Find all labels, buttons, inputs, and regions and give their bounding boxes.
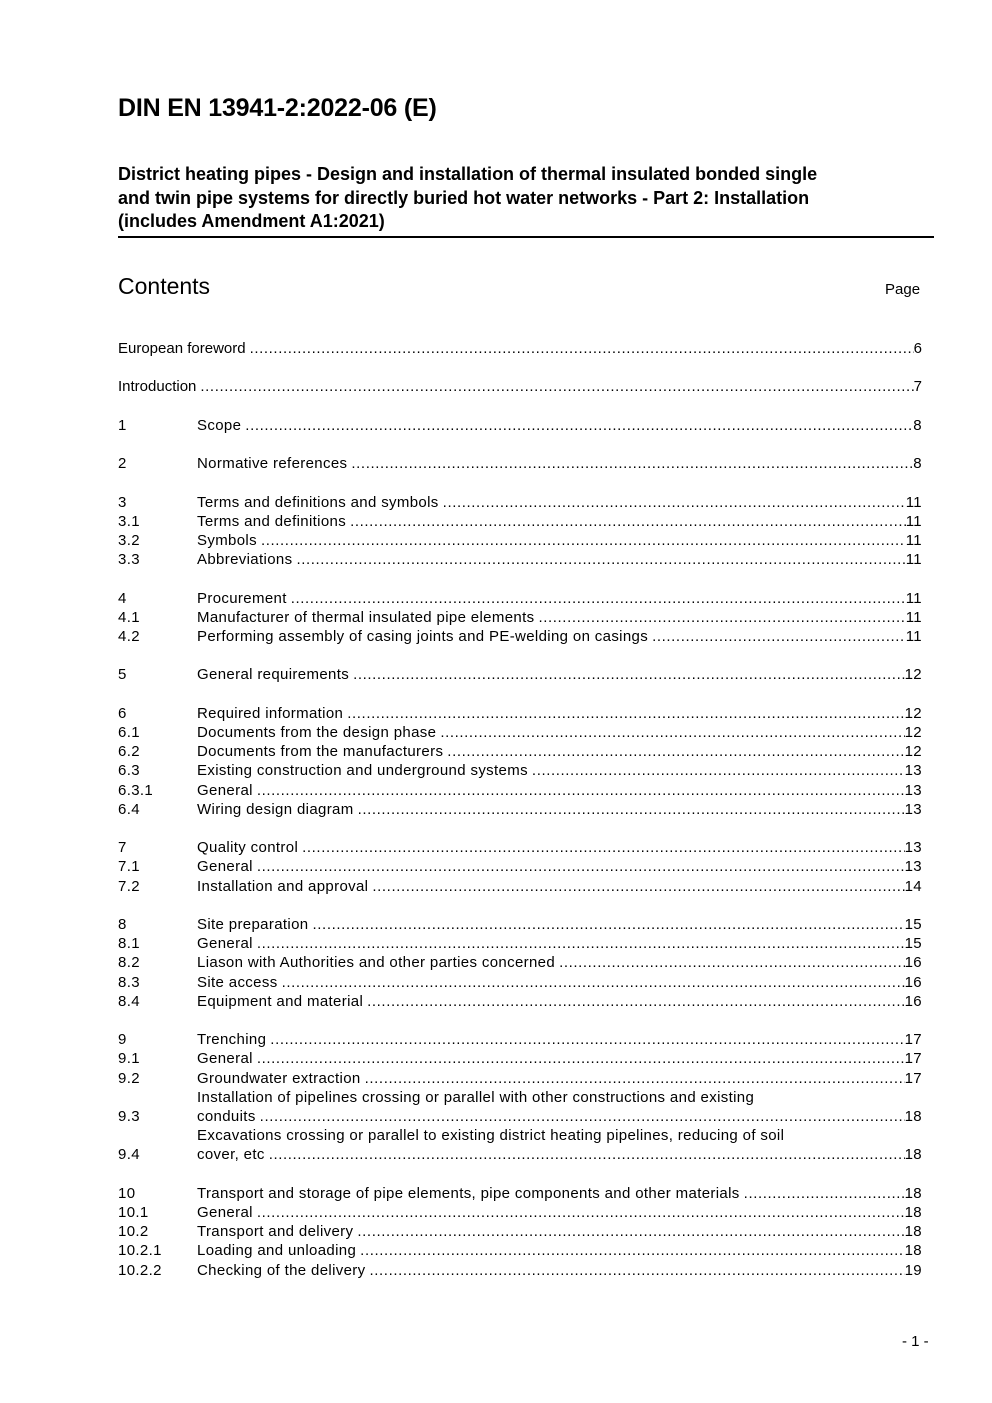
toc-entry-number: 7: [118, 839, 127, 857]
toc-dot-leader: [559, 953, 905, 972]
toc-entry-page: 11: [905, 531, 922, 549]
toc-entry-label: Abbreviations: [197, 551, 293, 569]
toc-entry[interactable]: [118, 704, 922, 723]
toc-entry-label: Site preparation: [197, 915, 309, 933]
toc-entry-number: 4.1: [118, 608, 140, 626]
toc-dot-leader: [257, 1049, 905, 1068]
subtitle-line: District heating pipes - Design and installation of thermal insulated bonded single: [118, 164, 818, 184]
toc-dot-leader: [372, 877, 904, 896]
toc-entry-number: 9: [118, 1031, 127, 1049]
toc-dot-leader: [261, 531, 906, 550]
toc-entry[interactable]: [118, 915, 922, 934]
toc-entry-label: Loading and unloading: [197, 1242, 357, 1260]
toc-entry-label: Scope: [197, 416, 242, 434]
toc-entry-label: Documents from the manufacturers: [197, 743, 444, 761]
toc-entry-page: 14: [904, 877, 922, 895]
toc-entry-page: 12: [904, 743, 922, 761]
toc-entry-number: 10.2: [118, 1223, 149, 1241]
toc-entry-page: 13: [904, 762, 922, 780]
toc-entry[interactable]: [118, 454, 922, 473]
toc-entry-number: 6: [118, 704, 127, 722]
toc-entry-number: 3.1: [118, 512, 140, 530]
toc-entry[interactable]: [118, 992, 922, 1011]
toc-entry[interactable]: [118, 1241, 922, 1260]
toc-entry[interactable]: [118, 857, 922, 876]
toc-entry-page: 12: [904, 723, 922, 741]
toc-entry-label: Symbols: [197, 531, 257, 549]
toc-dot-leader: [257, 1203, 905, 1222]
toc-entry-number: 7.1: [118, 858, 140, 876]
subtitle-line: (includes Amendment A1:2021): [118, 211, 385, 231]
toc-entry-page: 18: [904, 1203, 922, 1221]
toc-entry-page: 11: [905, 493, 922, 511]
toc-entry-number: 9.1: [118, 1050, 140, 1068]
toc-entry-page: 13: [904, 839, 922, 857]
toc-entry-number: 7.2: [118, 877, 140, 895]
toc-entry[interactable]: [118, 723, 922, 742]
toc-entry-number: 10: [118, 1184, 136, 1202]
toc-entry[interactable]: [118, 1261, 922, 1280]
toc-entry-label: General: [197, 858, 253, 876]
toc-entry-number: 9.2: [118, 1069, 140, 1087]
toc-entry-page: 11: [905, 589, 922, 607]
toc-entry-page: 13: [904, 858, 922, 876]
toc-entry-page: 16: [904, 954, 922, 972]
toc-dot-leader: [291, 589, 906, 608]
toc-entry[interactable]: [118, 627, 922, 646]
toc-dot-leader: [358, 800, 905, 819]
toc-entry[interactable]: [118, 1088, 922, 1126]
toc-dot-leader: [269, 1145, 905, 1164]
toc-entry-page: 17: [904, 1050, 922, 1068]
toc-entry-page: 15: [904, 915, 922, 933]
toc-dot-leader: [260, 1107, 905, 1126]
toc-entry-number: 10.2.1: [118, 1242, 162, 1260]
toc-dot-leader: [270, 1030, 904, 1049]
toc-dot-leader: [353, 665, 905, 684]
toc-entry-label: Checking of the delivery: [197, 1261, 366, 1279]
toc-entry[interactable]: [118, 742, 922, 761]
toc-entry-page: 18: [904, 1184, 922, 1202]
toc-entry[interactable]: [118, 1184, 922, 1203]
toc-entry-label: Quality control: [197, 839, 299, 857]
toc-entry-label: Performing assembly of casing joints and PE-welding on casings: [197, 627, 649, 645]
toc-entry-number: 8.1: [118, 935, 140, 953]
toc-dot-leader: [360, 1241, 904, 1260]
toc-dot-leader: [302, 838, 904, 857]
toc-dot-leader: [443, 493, 906, 512]
toc-dot-leader: [365, 1069, 905, 1088]
toc-entry[interactable]: [118, 934, 922, 953]
toc-entry-page: 6: [913, 340, 922, 357]
toc-entry-number: 6.2: [118, 743, 140, 761]
toc-entry-page: 18: [904, 1242, 922, 1260]
toc-entry-label: Liason with Authorities and other parties concerned: [197, 954, 556, 972]
toc-entry-number: 10.2.2: [118, 1261, 162, 1279]
toc-entry[interactable]: [118, 1069, 922, 1088]
toc-entry-number: 9.4: [118, 1146, 140, 1164]
toc-entry[interactable]: [118, 512, 922, 531]
toc-entry-label: Installation and approval: [197, 877, 369, 895]
toc-dot-leader: [744, 1184, 905, 1203]
toc-entry-page: 17: [904, 1069, 922, 1087]
toc-entry-number: 6.4: [118, 800, 140, 818]
toc-entry-label: General: [197, 781, 253, 799]
toc-entry-number: 3: [118, 493, 127, 511]
toc-entry[interactable]: [118, 416, 922, 435]
toc-dot-leader: [351, 454, 913, 473]
toc-dot-leader: [370, 1261, 905, 1280]
toc-entry-label: Required information: [197, 704, 344, 722]
toc-entry-page: 12: [904, 704, 922, 722]
toc-entry-number: 6.3: [118, 762, 140, 780]
toc-entry-label: Existing construction and underground systems: [197, 762, 528, 780]
toc-entry-page: 13: [904, 800, 922, 818]
toc-dot-leader: [532, 761, 905, 780]
toc-dot-leader: [296, 550, 905, 569]
toc-entry-label: General requirements: [197, 666, 350, 684]
toc-entry-label: Site access: [197, 973, 278, 991]
toc-entry-label: General: [197, 935, 253, 953]
toc-entry-label: Introduction: [118, 378, 197, 396]
table-of-contents: [118, 339, 922, 1280]
toc-entry-label: Equipment and material: [197, 992, 364, 1010]
toc-entry-page: 15: [904, 935, 922, 953]
toc-entry-label: Excavations crossing or parallel to existing district heating pipelines, reducing of soil: [197, 1127, 785, 1145]
toc-entry-number: 2: [118, 455, 127, 473]
footer-page-number: - 1 -: [902, 1333, 929, 1350]
toc-dot-leader: [357, 1222, 904, 1241]
toc-entry-label: European foreword: [118, 340, 246, 357]
toc-entry[interactable]: [118, 1126, 922, 1164]
toc-entry[interactable]: [118, 838, 922, 857]
toc-entry-number: 9.3: [118, 1107, 140, 1125]
toc-entry-number: 3.3: [118, 551, 140, 569]
toc-entry-label: Manufacturer of thermal insulated pipe elements: [197, 608, 535, 626]
toc-entry-label: Procurement: [197, 589, 287, 607]
toc-entry-label: Documents from the design phase: [197, 723, 437, 741]
toc-entry-label: Transport and storage of pipe elements, pipe components and other materials: [197, 1184, 740, 1202]
toc-entry-page: 11: [905, 551, 922, 569]
toc-entry-number: 8.2: [118, 954, 140, 972]
toc-entry[interactable]: [118, 781, 922, 800]
toc-entry-number: 6.1: [118, 723, 140, 741]
toc-entry-page: 17: [904, 1031, 922, 1049]
toc-entry-page: 11: [905, 608, 922, 626]
toc-entry[interactable]: [118, 1049, 922, 1068]
toc-entry[interactable]: [118, 1203, 922, 1222]
toc-dot-leader: [257, 857, 905, 876]
toc-entry-number: 6.3.1: [118, 781, 154, 799]
toc-entry[interactable]: [118, 761, 922, 780]
toc-entry-page: 12: [904, 666, 922, 684]
toc-dot-leader: [245, 416, 913, 435]
toc-entry-page: 8: [913, 455, 922, 473]
toc-dot-leader: [200, 377, 913, 396]
toc-entry[interactable]: [118, 589, 922, 608]
toc-entry-number: 1: [118, 416, 127, 434]
toc-dot-leader: [652, 627, 906, 646]
toc-entry-page: 18: [904, 1223, 922, 1241]
toc-entry-page: 16: [904, 992, 922, 1010]
toc-entry-number: 10.1: [118, 1203, 149, 1221]
toc-entry-page: 18: [904, 1107, 922, 1125]
toc-entry-page: 11: [905, 627, 922, 645]
toc-entry[interactable]: [118, 1222, 922, 1241]
toc-dot-leader: [257, 934, 905, 953]
subtitle-line: and twin pipe systems for directly buried hot water networks - Part 2: Installation: [118, 187, 810, 208]
toc-entry[interactable]: [118, 877, 922, 896]
toc-entry-page: 18: [904, 1146, 922, 1164]
contents-heading: Contents: [118, 273, 211, 299]
toc-entry-label: Trenching: [197, 1031, 267, 1049]
toc-dot-leader: [313, 915, 905, 934]
toc-entry[interactable]: [118, 531, 922, 550]
page-column-label: Page: [885, 281, 921, 298]
toc-dot-leader: [367, 992, 904, 1011]
toc-entry[interactable]: [118, 973, 922, 992]
toc-entry-label: Terms and definitions: [197, 512, 347, 530]
toc-entry[interactable]: [118, 800, 922, 819]
toc-entry-label: Wiring design diagram: [197, 800, 354, 818]
toc-entry-label: General: [197, 1203, 253, 1221]
toc-entry[interactable]: [118, 1030, 922, 1049]
toc-entry-number: 8.3: [118, 973, 140, 991]
toc-dot-leader: [250, 339, 914, 358]
toc-dot-leader: [440, 723, 904, 742]
toc-entry[interactable]: [118, 339, 922, 358]
toc-entry-label: Transport and delivery: [197, 1223, 354, 1241]
toc-entry-page: 7: [913, 378, 922, 396]
toc-entry-label: General: [197, 1050, 253, 1068]
document-title: DIN EN 13941-2:2022-06 (E): [118, 94, 437, 122]
toc-entry[interactable]: [118, 493, 922, 512]
toc-entry[interactable]: [118, 377, 922, 396]
toc-entry[interactable]: [118, 665, 922, 684]
toc-entry-page: 11: [905, 512, 922, 530]
toc-entry-number: 8: [118, 915, 127, 933]
toc-entry-page: 8: [913, 416, 922, 434]
toc-entry-label: Installation of pipelines crossing or parallel with other constructions and existing: [197, 1088, 755, 1106]
toc-entry-number: 4.2: [118, 627, 140, 645]
toc-entry-number: 5: [118, 666, 127, 684]
toc-entry-number: 4: [118, 589, 127, 607]
toc-entry-number: 8.4: [118, 992, 140, 1010]
toc-entry-label: Terms and definitions and symbols: [197, 493, 439, 511]
toc-dot-leader: [538, 608, 905, 627]
toc-dot-leader: [282, 973, 905, 992]
toc-entry-page: 19: [904, 1261, 922, 1279]
toc-entry-number: 3.2: [118, 531, 140, 549]
toc-entry-page: 16: [904, 973, 922, 991]
toc-entry[interactable]: [118, 953, 922, 972]
toc-dot-leader: [257, 781, 905, 800]
toc-dot-leader: [347, 704, 904, 723]
toc-entry[interactable]: [118, 608, 922, 627]
toc-dot-leader: [447, 742, 904, 761]
toc-dot-leader: [350, 512, 906, 531]
toc-entry-label: cover, etc: [197, 1146, 265, 1164]
toc-entry-label: Groundwater extraction: [197, 1069, 361, 1087]
toc-entry-page: 13: [904, 781, 922, 799]
toc-entry-label: conduits: [197, 1107, 256, 1125]
toc-entry[interactable]: [118, 550, 922, 569]
document-subtitle: [118, 163, 934, 238]
toc-entry-label: Normative references: [197, 455, 348, 473]
